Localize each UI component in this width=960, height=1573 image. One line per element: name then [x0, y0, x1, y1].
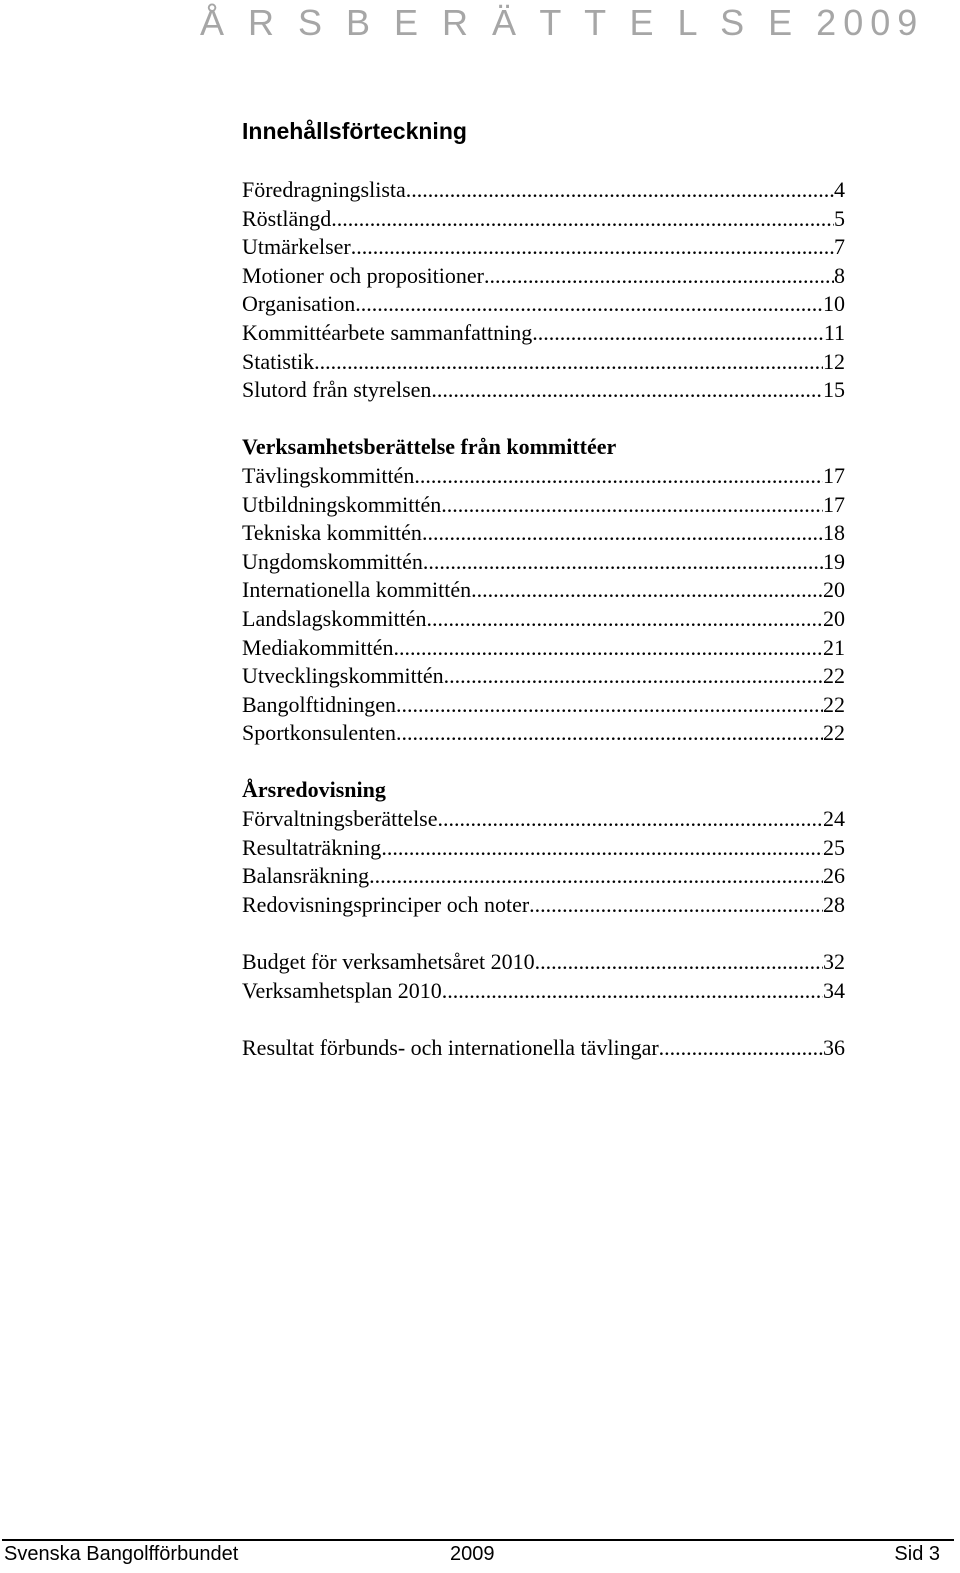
footer-divider — [2, 1539, 954, 1541]
toc-entry-page: 12 — [823, 348, 845, 374]
toc-entry-page: 11 — [823, 319, 845, 345]
toc-entry-page: 22 — [823, 720, 845, 746]
toc-entry[interactable] — [242, 948, 845, 977]
toc-leader-dots — [438, 805, 823, 834]
toc-title: Innehållsförteckning — [242, 118, 467, 144]
toc-entry-text: Budget för verksamhetsåret 2010 — [242, 949, 535, 975]
toc-entry-page: 25 — [823, 834, 845, 860]
toc-entry-text: Utvecklingskommittén — [242, 663, 444, 689]
toc-leader-dots — [427, 605, 823, 634]
toc-leader-dots — [659, 1034, 823, 1063]
toc-entry[interactable] — [242, 634, 845, 663]
toc-entry[interactable] — [242, 576, 845, 605]
toc-entry-text: Balansräkning — [242, 863, 370, 889]
toc-entry[interactable] — [242, 834, 845, 863]
toc-entry-page: 20 — [823, 605, 845, 631]
toc-leader-dots — [331, 205, 834, 234]
toc-leader-dots — [351, 233, 834, 262]
toc-entry-page: 26 — [823, 863, 845, 889]
toc-section-heading: Verksamhetsberättelse från kommittéer — [242, 434, 617, 460]
toc-entry-page: 8 — [834, 262, 845, 288]
toc-entry[interactable] — [242, 1034, 845, 1063]
toc-entry-text: Kommittéarbete sammanfattning — [242, 319, 533, 345]
toc-leader-dots — [369, 862, 823, 891]
toc-entry-text: Slutord från styrelsen — [242, 377, 432, 403]
toc-entry-page: 7 — [834, 234, 845, 260]
toc-entry[interactable] — [242, 977, 845, 1006]
toc-group-2 — [242, 462, 845, 748]
toc-leader-dots — [396, 691, 823, 720]
toc-entry-text: Mediakommittén — [242, 634, 394, 660]
toc-spacer — [242, 748, 845, 777]
toc-entry[interactable] — [242, 262, 845, 291]
toc-leader-dots — [431, 376, 823, 405]
toc-spacer — [242, 405, 845, 434]
toc-group-1 — [242, 176, 845, 405]
toc-leader-dots — [406, 176, 834, 205]
toc-leader-dots — [471, 576, 823, 605]
toc-entry[interactable] — [242, 805, 845, 834]
toc-spacer — [242, 1005, 845, 1034]
toc-entry[interactable] — [242, 691, 845, 720]
footer-page-number: Sid 3 — [894, 1543, 940, 1565]
toc-entry[interactable] — [242, 519, 845, 548]
toc-entry[interactable] — [242, 176, 845, 205]
toc-entry[interactable] — [242, 376, 845, 405]
toc-leader-dots — [529, 891, 823, 920]
toc-entry-text: Sportkonsulenten — [242, 720, 396, 746]
toc-entry-page: 17 — [823, 462, 845, 488]
toc-entry-text: Förvaltningsberättelse — [242, 806, 438, 832]
toc-entry-text: Resultat förbunds- och internationella tävlingar — [242, 1034, 659, 1060]
toc-entry-page: 24 — [823, 806, 845, 832]
toc-entry[interactable] — [242, 319, 845, 348]
toc-entry-page: 18 — [823, 520, 845, 546]
toc-leader-dots — [314, 348, 823, 377]
toc-group-3 — [242, 805, 845, 919]
toc-entry-text: Utmärkelser — [242, 234, 351, 260]
toc-entry-page: 15 — [823, 377, 845, 403]
footer-year: 2009 — [450, 1543, 495, 1565]
toc-entry[interactable] — [242, 348, 845, 377]
toc-entry-text: Organisation — [242, 291, 356, 317]
toc-entry[interactable] — [242, 491, 845, 520]
toc-entry-text: Statistik — [242, 348, 315, 374]
toc-entry-text: Röstlängd — [242, 205, 332, 231]
footer-organization: Svenska Bangolfförbundet — [4, 1543, 239, 1565]
toc-entry-page: 10 — [823, 291, 845, 317]
toc-group-5 — [242, 1034, 845, 1063]
toc-leader-dots — [423, 548, 823, 577]
toc-entry[interactable] — [242, 719, 845, 748]
toc-entry-text: Resultaträkning — [242, 834, 382, 860]
toc-entry-page: 5 — [834, 205, 845, 231]
toc-entry[interactable] — [242, 862, 845, 891]
toc-entry-text: Utbildningskommittén — [242, 491, 442, 517]
toc-entry-text: Bangolftidningen — [242, 691, 396, 717]
toc-entry-text: Tekniska kommittén — [242, 520, 422, 546]
toc-leader-dots — [484, 262, 834, 291]
toc-leader-dots — [535, 948, 823, 977]
toc-entry-text: Redovisningsprinciper och noter — [242, 891, 530, 917]
toc-entry[interactable] — [242, 290, 845, 319]
toc-entry-page: 20 — [823, 577, 845, 603]
toc-entry-text: Tävlingskommittén — [242, 462, 415, 488]
toc-leader-dots — [381, 834, 823, 863]
toc-entry[interactable] — [242, 462, 845, 491]
report-header: Å R S B E R Ä T T E L S E 2009 — [200, 2, 925, 43]
toc-entry-page: 19 — [823, 548, 845, 574]
toc-entry-page: 22 — [823, 691, 845, 717]
toc-leader-dots — [442, 977, 823, 1006]
toc-entry-page: 21 — [823, 634, 845, 660]
toc-entry-page: 36 — [823, 1034, 845, 1060]
toc-section-heading: Årsredovisning — [242, 777, 386, 803]
toc-entry-text: Ungdomskommittén — [242, 548, 423, 574]
toc-entry-text: Verksamhetsplan 2010 — [242, 977, 442, 1003]
toc-leader-dots — [355, 290, 823, 319]
toc-leader-dots — [396, 719, 823, 748]
toc-entry[interactable] — [242, 662, 845, 691]
toc-leader-dots — [394, 634, 823, 663]
toc-leader-dots — [422, 519, 823, 548]
toc-entry[interactable] — [242, 891, 845, 920]
toc-entry[interactable] — [242, 548, 845, 577]
toc-entry-page: 34 — [823, 977, 845, 1003]
toc-entry-page: 32 — [823, 949, 845, 975]
toc-entry-page: 28 — [823, 891, 845, 917]
toc-entry[interactable] — [242, 605, 845, 634]
toc-entry-page: 17 — [823, 491, 845, 517]
toc-entry-text: Internationella kommittén — [242, 577, 472, 603]
toc-leader-dots — [441, 491, 823, 520]
toc-leader-dots — [532, 319, 824, 348]
toc-leader-dots — [414, 462, 823, 491]
toc-entry-text: Föredragningslista — [242, 177, 406, 202]
table-of-contents — [242, 176, 845, 1062]
toc-entry-text: Motioner och propositioner — [242, 262, 484, 288]
toc-entry-text: Landslagskommittén — [242, 605, 427, 631]
toc-leader-dots — [444, 662, 823, 691]
toc-group-4 — [242, 948, 845, 1005]
toc-entry[interactable] — [242, 205, 845, 234]
toc-entry-page: 4 — [834, 177, 845, 202]
toc-entry-page: 22 — [823, 663, 845, 689]
toc-spacer — [242, 919, 845, 948]
toc-entry[interactable] — [242, 233, 845, 262]
